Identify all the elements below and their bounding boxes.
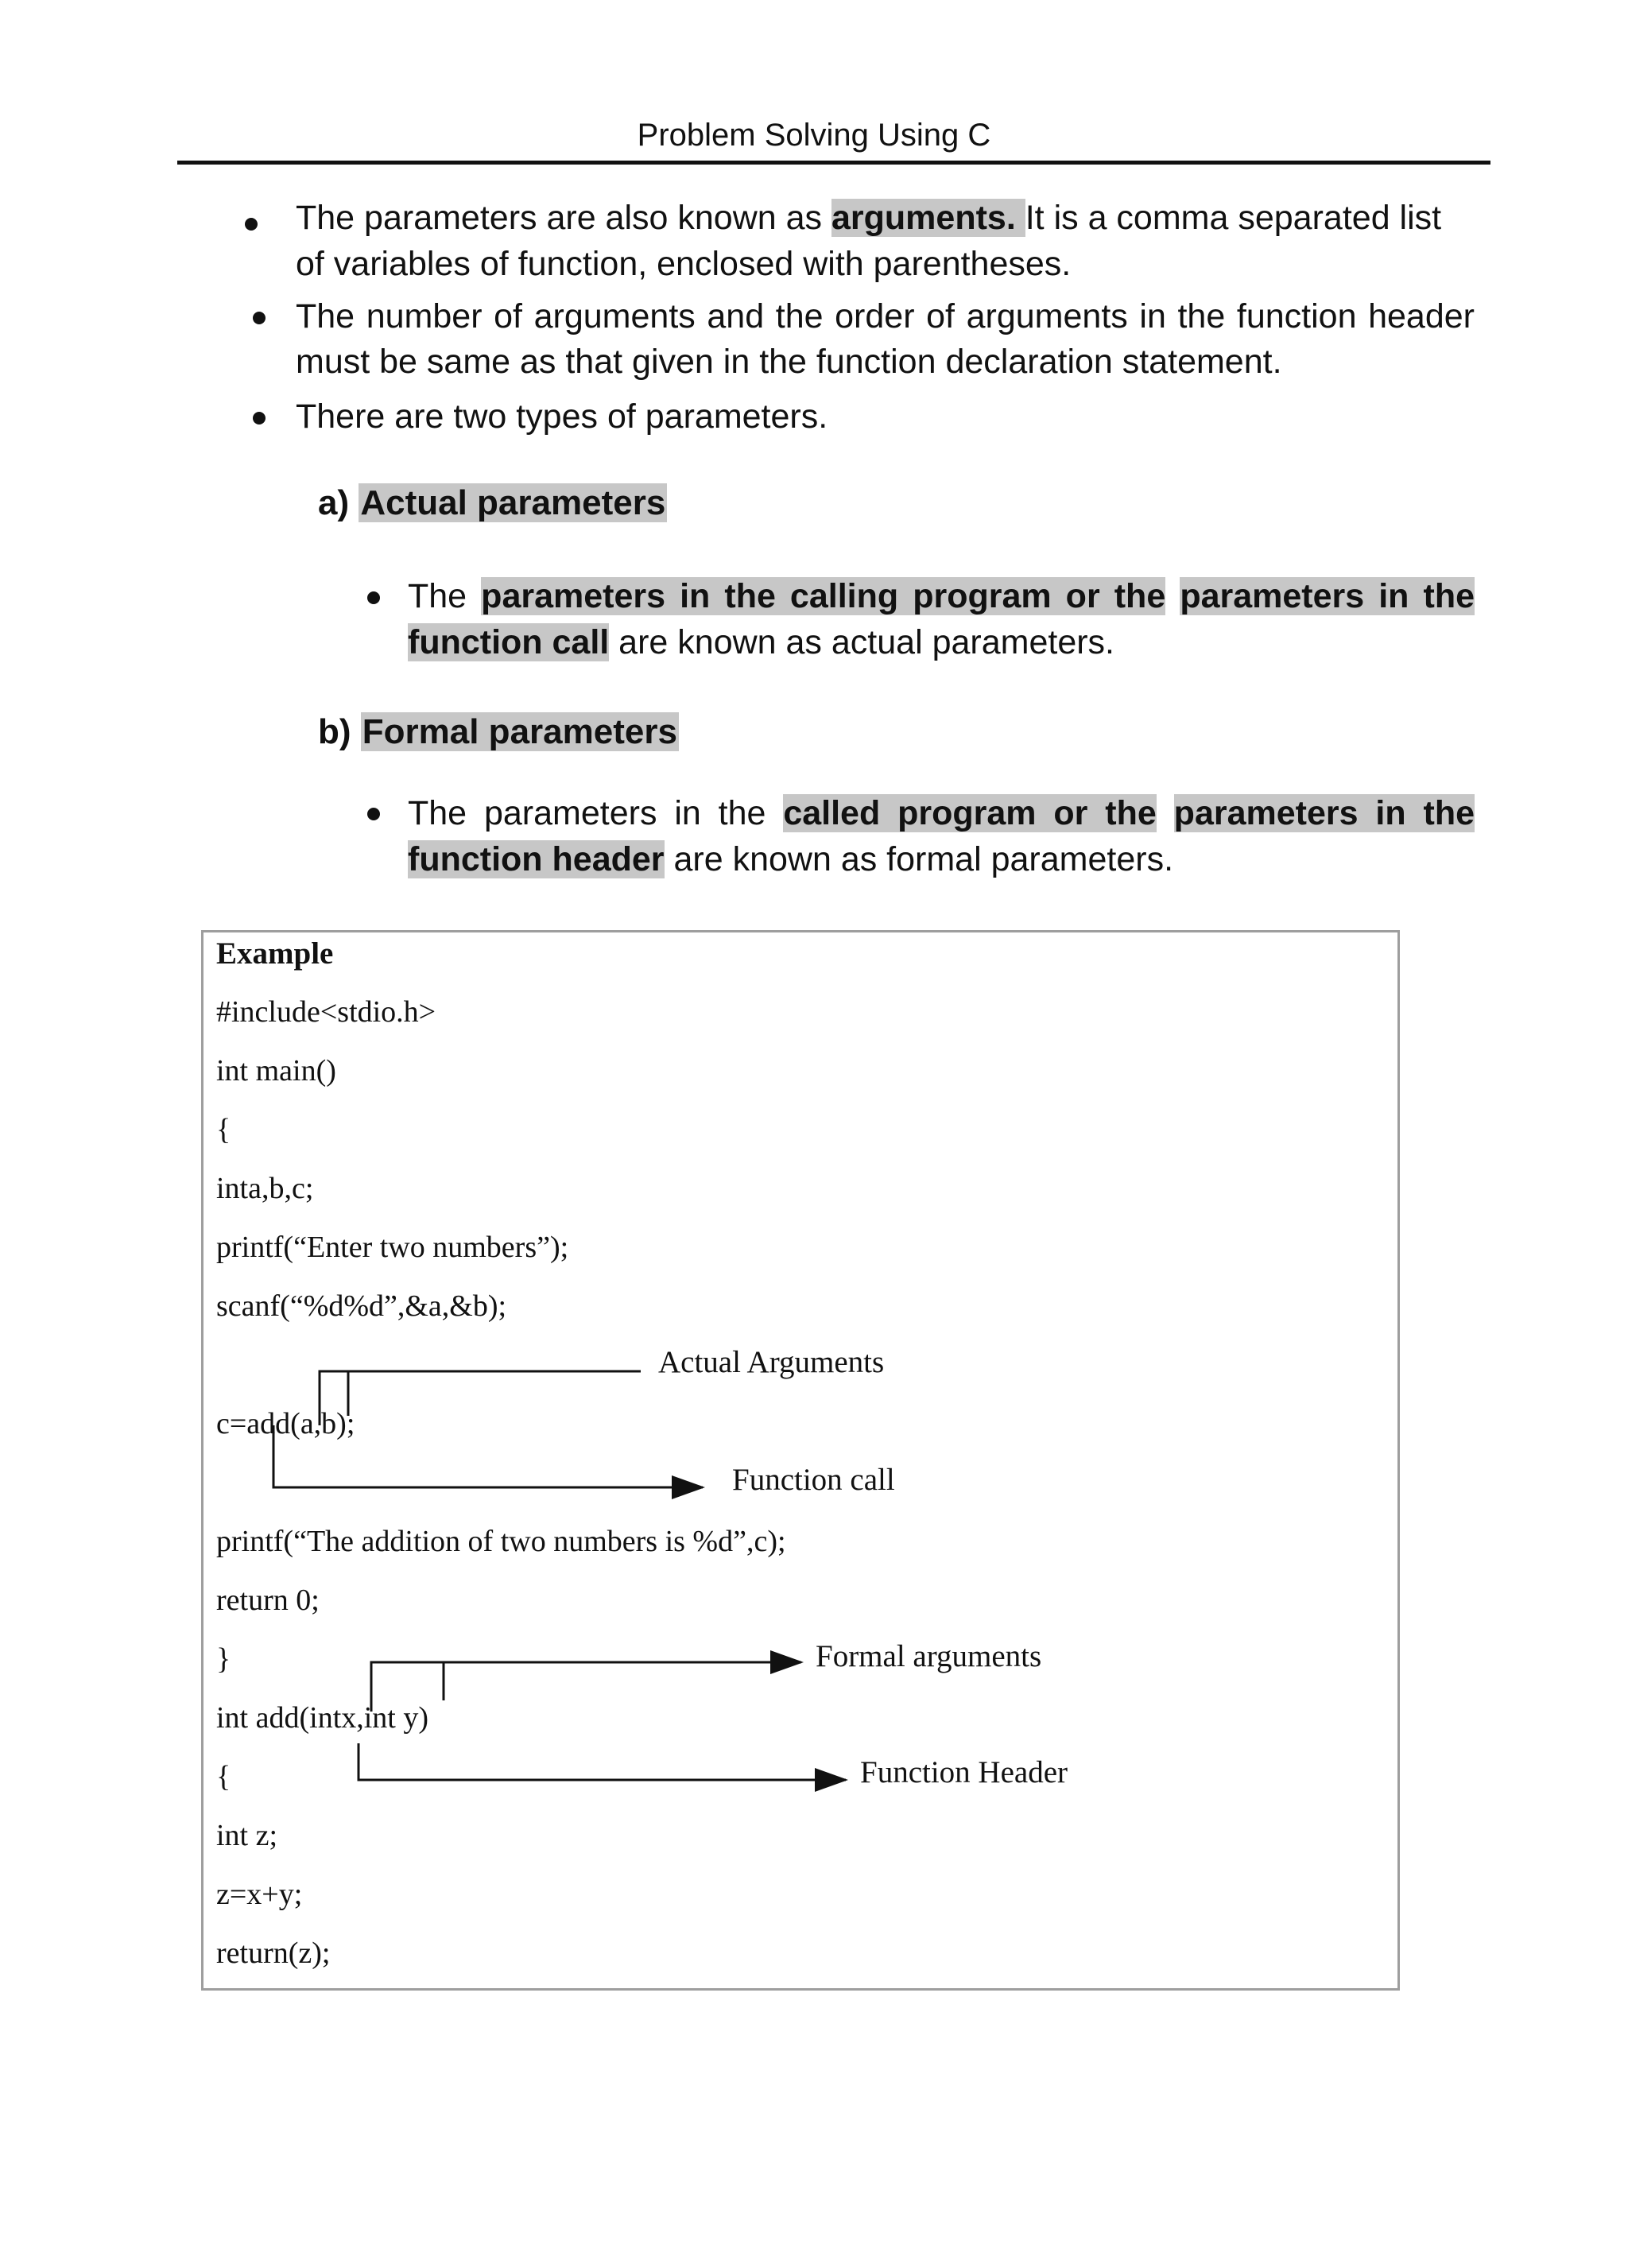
code-line: int main() (216, 1054, 336, 1087)
code-line: int add(intx,int y) (216, 1701, 429, 1735)
code-line: z=x+y; (216, 1878, 303, 1911)
heading-actual-parameters: Actual parameters (360, 483, 666, 522)
example-code-box (201, 930, 1400, 1991)
bullet-text: are known as actual parameters. (609, 623, 1114, 661)
list-marker: b) (318, 712, 351, 751)
actual-parameters-bullet (408, 573, 1475, 665)
highlight-arguments: arguments. (831, 199, 1025, 237)
formal-parameters-bullet (408, 790, 1475, 882)
code-line: return 0; (216, 1584, 320, 1617)
label-function-call: Function call (732, 1463, 895, 1497)
bullet-dot (253, 312, 266, 324)
list-marker: a) (318, 483, 350, 522)
bullet-dot (245, 218, 258, 231)
bullet-dot (367, 808, 380, 820)
code-line: printf(“Enter two numbers”); (216, 1231, 569, 1264)
annotation-connectors (204, 932, 1397, 1988)
bullet-text: are known as formal parameters. (664, 840, 1174, 878)
function-call-connector (273, 1425, 703, 1487)
bullet-dot (253, 412, 266, 425)
function-header-connector (359, 1743, 846, 1780)
bullet-text: The (408, 577, 482, 615)
bullet-item-1 (296, 195, 1472, 287)
bullet-text (1165, 577, 1180, 615)
label-actual-arguments: Actual Arguments (658, 1345, 885, 1379)
highlight: parameters in the function header (408, 794, 1475, 878)
bullet-text (1157, 794, 1174, 832)
code-line: printf(“The addition of two numbers is %d”,c); (216, 1525, 786, 1558)
bullet-text: The number of arguments and the order of arguments in the function header must be same as that given in the function declaration statement. (296, 297, 1475, 381)
bullet-dot (367, 591, 380, 604)
bullet-text: It is a comma separated list of variables of function, enclosed with parentheses. (296, 199, 1442, 283)
type-formal-heading (318, 710, 679, 754)
code-line: int z; (216, 1819, 278, 1852)
code-line: { (216, 1760, 231, 1793)
type-actual-heading (318, 481, 667, 525)
header-rule (177, 161, 1490, 165)
code-line: c=add(a,b); (216, 1407, 355, 1440)
formal-arguments-bracket (371, 1662, 444, 1712)
example-title: Example (216, 936, 334, 971)
highlight: parameters in the calling program or the (481, 577, 1166, 615)
label-formal-arguments: Formal arguments (816, 1639, 1042, 1673)
actual-arguments-bracket (320, 1371, 348, 1425)
page-header: Problem Solving Using C (637, 118, 991, 153)
heading-formal-parameters: Formal parameters (362, 712, 677, 751)
bullet-item-2 (296, 294, 1475, 385)
bullet-text: The parameters in the (408, 794, 784, 832)
bullet-text: The parameters are also known as (296, 199, 831, 237)
highlight: parameters in the function call (408, 577, 1475, 661)
code-line: inta,b,c; (216, 1172, 314, 1205)
label-function-header: Function Header (860, 1755, 1068, 1789)
code-line: } (216, 1642, 231, 1676)
code-line: #include<stdio.h> (216, 995, 436, 1029)
highlight: called program or the (783, 794, 1157, 832)
code-line: scanf(“%d%d”,&a,&b); (216, 1289, 507, 1323)
bullet-item-3 (296, 394, 1472, 440)
bullet-text: There are two types of parameters. (296, 397, 828, 436)
code-line: return(z); (216, 1937, 331, 1970)
code-line: { (216, 1113, 231, 1146)
